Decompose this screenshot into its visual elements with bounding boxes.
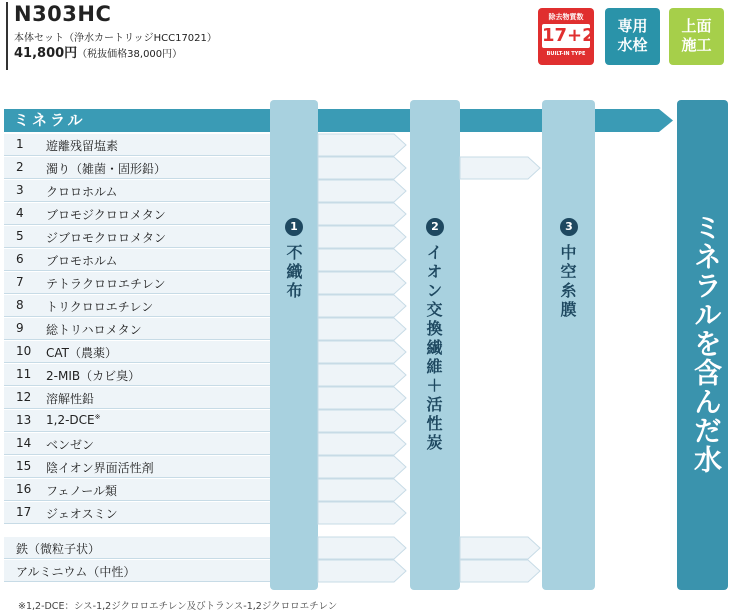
substance-name: CAT（農薬） xyxy=(46,346,117,360)
flow-arrow xyxy=(318,295,406,317)
set-description: 本体セット（浄水カートリッジHCC17021） xyxy=(14,33,217,44)
mineral-band-segment xyxy=(595,109,673,132)
price-value: 41,800円 xyxy=(14,46,78,61)
mineral-label: ミネラル xyxy=(14,111,86,129)
filter-2-number: 2 xyxy=(426,218,444,236)
filter-1-number: 1 xyxy=(285,218,303,236)
removal-badge-top: 除去物質数 xyxy=(548,13,584,21)
substance-name: ブロモホルム xyxy=(46,254,118,268)
substance-row xyxy=(4,272,270,294)
substance-row xyxy=(4,249,270,271)
result-text: ミネラルを含んだ水 xyxy=(690,213,723,474)
substance-name: ブロモジクロロメタン xyxy=(46,208,166,222)
substance-number: 6 xyxy=(16,252,24,266)
substance-number: 9 xyxy=(16,321,24,335)
substance-row xyxy=(4,387,270,409)
flow-arrow xyxy=(318,180,406,202)
substance-name: テトラクロロエチレン xyxy=(46,277,166,291)
flow-arrow xyxy=(318,433,406,455)
removal-badge-count: 17+2 xyxy=(542,25,595,46)
filter-3-number: 3 xyxy=(560,218,578,236)
flow-arrow xyxy=(318,387,406,409)
substance-name: 陰イオン界面活性剤 xyxy=(46,461,154,475)
flow-arrow xyxy=(318,537,406,559)
substance-row xyxy=(4,226,270,248)
flow-arrow xyxy=(318,364,406,386)
flow-arrow xyxy=(318,479,406,501)
substance-number: 11 xyxy=(16,367,32,381)
top-badge-line1: 上面 xyxy=(681,17,712,35)
substance-row xyxy=(4,456,270,478)
substance-name: 溶解性鉛 xyxy=(46,392,95,406)
substance-name: 1,2-DCE※ xyxy=(46,413,101,427)
substance-number: 14 xyxy=(16,436,32,450)
substance-number: 7 xyxy=(16,275,24,289)
model-title: N303HC xyxy=(14,2,112,26)
flow-arrow xyxy=(318,560,406,582)
substance-number: 2 xyxy=(16,160,24,174)
extra-substance-row xyxy=(4,560,270,582)
flow-arrow xyxy=(318,502,406,524)
substance-name: 2-MIB（カビ臭） xyxy=(46,369,141,383)
footnote: ※1,2-DCE：シス-1,2ジクロロエチレン及びトランス-1,2ジクロロエチレン xyxy=(18,601,338,612)
mineral-band-segment xyxy=(460,109,542,132)
substance-number: 5 xyxy=(16,229,24,243)
removal-badge-bottom: BUILT-IN TYPE xyxy=(546,51,586,57)
substance-number: 13 xyxy=(16,413,32,427)
substance-number: 15 xyxy=(16,459,32,473)
flow-arrow xyxy=(318,410,406,432)
substance-name: 遊離残留塩素 xyxy=(46,139,119,153)
substance-name: 総トリハロメタン xyxy=(46,323,142,337)
substance-row xyxy=(4,295,270,317)
substance-row xyxy=(4,157,270,179)
substance-row xyxy=(4,410,270,432)
price-note: （税抜価格38,000円） xyxy=(77,49,183,60)
flow-arrow xyxy=(318,272,406,294)
footnote-mark: ※ xyxy=(94,413,101,421)
flow-arrow xyxy=(460,537,540,559)
substance-name: ベンゼン xyxy=(46,438,95,452)
substance-number: 3 xyxy=(16,183,24,197)
substance-number: 12 xyxy=(16,390,32,404)
substance-row xyxy=(4,502,270,524)
flow-arrow xyxy=(318,341,406,363)
substance-number: 4 xyxy=(16,206,24,220)
flow-arrow xyxy=(460,560,540,582)
substance-name: ジブロモクロロメタン xyxy=(46,231,167,245)
dedicated-badge-line2: 水栓 xyxy=(617,36,648,54)
filter-1-name: 不織布 xyxy=(284,244,303,301)
substance-number: 17 xyxy=(16,505,32,519)
flow-arrow xyxy=(318,249,406,271)
substance-number: 8 xyxy=(16,298,24,312)
substance-name: フェノール類 xyxy=(46,484,118,498)
mineral-band-segment xyxy=(318,109,410,132)
flow-arrow xyxy=(460,157,540,179)
substance-row xyxy=(4,479,270,501)
substance-row xyxy=(4,341,270,363)
top-badge-line2: 施工 xyxy=(681,36,712,54)
substance-row xyxy=(4,134,270,156)
substance-number: 1 xyxy=(16,137,24,151)
filter-2-name: イオン交換繊維＋活性炭 xyxy=(424,244,443,453)
flow-arrow xyxy=(318,203,406,225)
substance-number: 10 xyxy=(16,344,32,358)
substance-row xyxy=(4,318,270,340)
flow-arrow xyxy=(318,226,406,248)
substance-row xyxy=(4,180,270,202)
substance-name: ジェオスミン xyxy=(46,507,118,521)
flow-arrow xyxy=(318,318,406,340)
filter-3-name: 中空糸膜 xyxy=(558,244,577,320)
flow-arrow xyxy=(318,157,406,179)
substance-name: 濁り（雑菌・固形鉛） xyxy=(46,162,167,176)
substance-row xyxy=(4,203,270,225)
flow-arrow xyxy=(318,456,406,478)
substance-name: トリクロロエチレン xyxy=(46,300,154,314)
substance-name: アルミニウム（中性） xyxy=(16,565,136,579)
flow-arrow xyxy=(318,134,406,156)
substance-number: 16 xyxy=(16,482,32,496)
substance-name: クロロホルム xyxy=(46,185,118,199)
substance-row xyxy=(4,364,270,386)
dedicated-badge-line1: 専用 xyxy=(617,17,648,35)
extra-substance-row xyxy=(4,537,270,559)
substance-row xyxy=(4,433,270,455)
substance-name: 鉄（微粒子状） xyxy=(16,542,101,556)
